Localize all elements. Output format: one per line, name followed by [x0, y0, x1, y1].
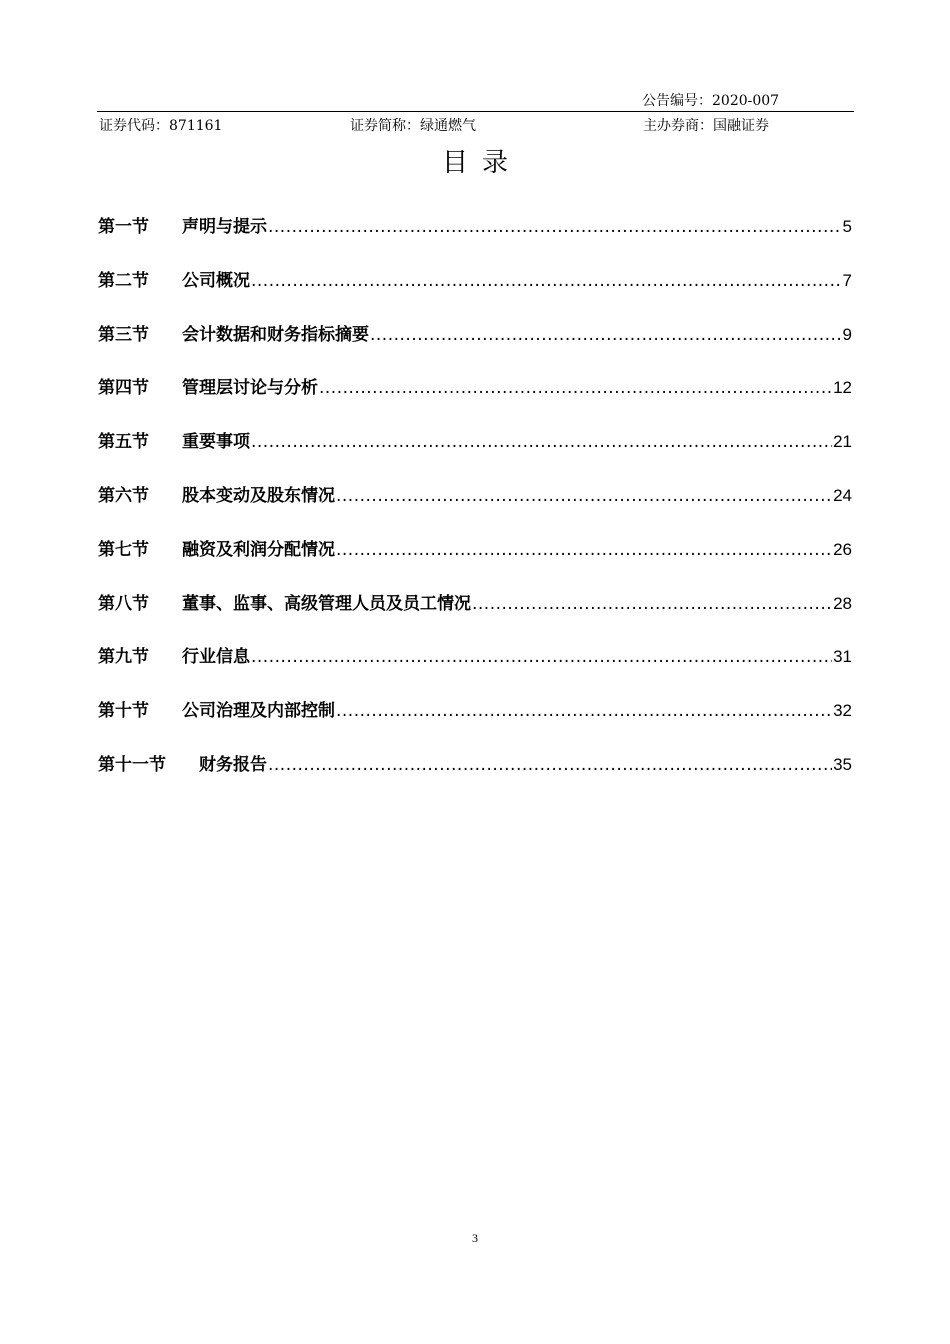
- toc-section-number: 第六节: [98, 485, 149, 506]
- toc-section-number: 第十节: [98, 701, 149, 722]
- toc-entry[interactable]: [98, 427, 852, 481]
- lead-broker: 主办券商：国融证券: [643, 118, 769, 134]
- toc-entry[interactable]: [98, 750, 852, 804]
- security-abbreviation: 证券简称：绿通燃气: [350, 118, 476, 134]
- toc-dot-leader: [268, 755, 832, 775]
- toc-section-number: 第二节: [98, 270, 149, 291]
- toc-page-number: 7: [842, 270, 852, 290]
- security-code: 证券代码：871161: [99, 118, 223, 134]
- toc-dot-leader: [251, 647, 832, 667]
- announcement-number: 公告编号：2020-007: [642, 93, 780, 109]
- toc-page-number: 26: [833, 539, 852, 559]
- toc-page-number: 21: [833, 432, 852, 452]
- toc-dot-leader: [251, 271, 842, 291]
- toc-page-number: 12: [833, 378, 852, 398]
- toc-entry[interactable]: [98, 642, 852, 696]
- table-of-contents: [98, 212, 852, 804]
- header-rule: [97, 111, 854, 112]
- toc-entry-label: 管理层讨论与分析: [182, 378, 318, 399]
- toc-dot-leader: [336, 486, 832, 506]
- toc-dot-leader: [336, 540, 832, 560]
- toc-dot-leader: [370, 325, 842, 345]
- page-number: 3: [472, 1231, 478, 1245]
- toc-entry[interactable]: [98, 589, 852, 643]
- toc-page-number: 5: [842, 217, 852, 236]
- toc-section-number: 第十一节: [98, 754, 166, 775]
- toc-entry-label: 会计数据和财务指标摘要: [182, 324, 369, 345]
- toc-page-number: 35: [833, 754, 852, 774]
- toc-entry-label: 股本变动及股东情况: [182, 485, 335, 506]
- toc-section-number: 第一节: [98, 217, 149, 237]
- toc-entry-label: 行业信息: [182, 647, 250, 668]
- toc-entry-label: 重要事项: [182, 432, 250, 453]
- toc-entry[interactable]: [98, 481, 852, 535]
- toc-entry[interactable]: [98, 535, 852, 589]
- toc-page-number: 31: [833, 647, 852, 667]
- toc-section-number: 第五节: [98, 432, 149, 453]
- toc-dot-leader: [336, 701, 832, 721]
- toc-entry-label: 财务报告: [199, 754, 267, 775]
- toc-entry-label: 声明与提示: [182, 217, 267, 237]
- toc-section-number: 第九节: [98, 647, 149, 668]
- document-header: [0, 115, 950, 135]
- toc-section-number: 第七节: [98, 539, 149, 560]
- toc-dot-leader: [319, 378, 832, 398]
- toc-section-number: 第四节: [98, 378, 149, 399]
- toc-dot-leader: [472, 594, 832, 614]
- toc-entry-label: 融资及利润分配情况: [182, 539, 335, 560]
- toc-title: 目录: [441, 148, 522, 178]
- toc-entry-label: 董事、监事、高级管理人员及员工情况: [182, 593, 471, 614]
- toc-entry[interactable]: [98, 266, 852, 320]
- toc-section-number: 第八节: [98, 593, 149, 614]
- toc-entry-label: 公司概况: [182, 270, 250, 291]
- toc-page-number: 24: [833, 485, 852, 505]
- toc-entry[interactable]: [98, 320, 852, 374]
- toc-page-number: 28: [833, 593, 852, 613]
- toc-page-number: 9: [842, 324, 852, 344]
- toc-entry[interactable]: [98, 212, 852, 266]
- toc-dot-leader: [251, 432, 832, 452]
- toc-dot-leader: [268, 217, 842, 237]
- toc-entry-label: 公司治理及内部控制: [182, 701, 335, 722]
- toc-entry[interactable]: [98, 696, 852, 750]
- toc-page-number: 32: [833, 701, 852, 721]
- toc-entry[interactable]: [98, 373, 852, 427]
- toc-section-number: 第三节: [98, 324, 149, 345]
